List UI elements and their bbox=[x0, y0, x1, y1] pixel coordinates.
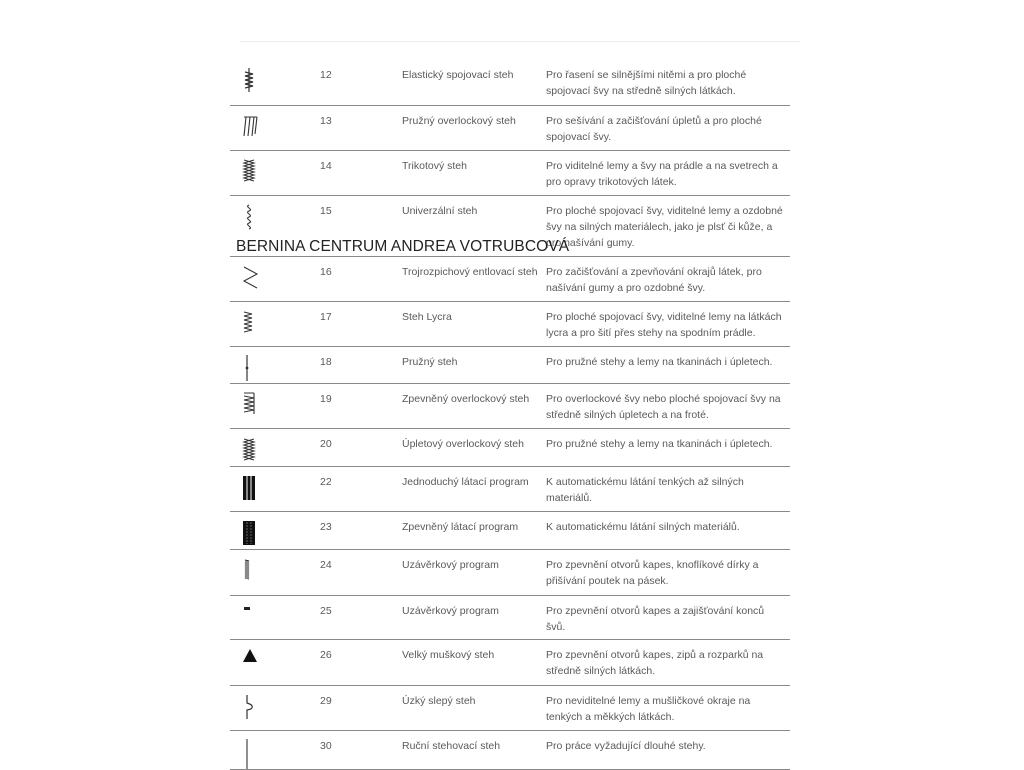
table-row bbox=[230, 301, 790, 346]
stitch-description: Pro sešívání a začišťování úpletů a pro ploché spojovací švy. bbox=[546, 105, 790, 150]
stretch-overlock-stitch-icon bbox=[230, 105, 320, 150]
stitch-description: Pro práce vyžadující dlouhé stehy. bbox=[546, 730, 790, 769]
reinforced-overlock-stitch-icon bbox=[230, 383, 320, 428]
stitch-description: Pro řasení se silnějšími nitěmi a pro ploché spojovací švy na středně silných látkách. bbox=[546, 60, 790, 105]
top-divider bbox=[240, 41, 800, 42]
stitch-name: Uzávěrkový program bbox=[402, 595, 546, 639]
table-row bbox=[230, 256, 790, 301]
stitch-description: Pro zpevnění otvorů kapes, zipů a rozparků na středně silných látkách. bbox=[546, 639, 790, 685]
stretch-stitch-icon bbox=[230, 346, 320, 383]
stitch-number: 18 bbox=[320, 346, 402, 383]
stitch-name: Trikotový steh bbox=[402, 150, 546, 195]
stitch-number: 12 bbox=[320, 60, 402, 105]
stitch-name: Elastický spojovací steh bbox=[402, 60, 546, 105]
stitch-number: 20 bbox=[320, 428, 402, 466]
stitch-name: Trojrozpichový entlovací steh bbox=[402, 256, 546, 301]
stitch-description: Pro zpevnění otvorů kapes a zajišťování konců švů. bbox=[546, 595, 790, 639]
table-row bbox=[230, 639, 790, 685]
stitch-number: 26 bbox=[320, 639, 402, 685]
stitch-description: Pro overlockové švy nebo ploché spojovací švy na středně silných úpletech a na froté. bbox=[546, 383, 790, 428]
stitch-description: K automatickému látání silných materiálů. bbox=[546, 511, 790, 549]
large-fly-stitch-icon bbox=[230, 639, 320, 685]
reinforced-darning-program-icon bbox=[230, 511, 320, 549]
stitch-description: Pro začišťování a zpevňování okrajů látek, pro našívání gumy a pro ozdobné švy. bbox=[546, 256, 790, 301]
stitch-number: 30 bbox=[320, 730, 402, 769]
stitch-number: 29 bbox=[320, 685, 402, 730]
table-row bbox=[230, 685, 790, 730]
table-row bbox=[230, 60, 790, 105]
stitch-number: 17 bbox=[320, 301, 402, 346]
hand-basting-stitch-icon bbox=[230, 730, 320, 769]
stitch-number: 25 bbox=[320, 595, 402, 639]
stitch-number: 23 bbox=[320, 511, 402, 549]
bartack-program-icon bbox=[230, 549, 320, 595]
stitch-description: Pro zpevnění otvorů kapes, knoflíkové dírky a přišívání poutek na pásek. bbox=[546, 549, 790, 595]
elastic-seam-stitch-icon bbox=[230, 60, 320, 105]
stitch-name: Úzký slepý steh bbox=[402, 685, 546, 730]
table-row bbox=[230, 730, 790, 769]
lycra-stitch-icon bbox=[230, 301, 320, 346]
stitch-description: Pro pružné stehy a lemy na tkaninách i úpletech. bbox=[546, 428, 790, 466]
stitch-number: 13 bbox=[320, 105, 402, 150]
short-bartack-program-icon bbox=[230, 595, 320, 639]
stitch-name: Ruční stehovací steh bbox=[402, 730, 546, 769]
stitch-name: Zpevněný overlockový steh bbox=[402, 383, 546, 428]
stitch-description: Pro pružné stehy a lemy na tkaninách i úpletech. bbox=[546, 346, 790, 383]
table-row bbox=[230, 466, 790, 511]
table-row bbox=[230, 549, 790, 595]
table-row bbox=[230, 428, 790, 466]
table-row bbox=[230, 595, 790, 639]
stitch-name: Úpletový overlockový steh bbox=[402, 428, 546, 466]
table-row bbox=[230, 383, 790, 428]
stitch-name: Zpevněný látací program bbox=[402, 511, 546, 549]
stitch-name: Pružný steh bbox=[402, 346, 546, 383]
stitch-name: Pružný overlockový steh bbox=[402, 105, 546, 150]
narrow-blind-stitch-icon bbox=[230, 685, 320, 730]
simple-darning-program-icon bbox=[230, 466, 320, 511]
stitch-description: Pro neviditelné lemy a mušličkové okraje na tenkých a měkkých látkách. bbox=[546, 685, 790, 730]
watermark-text: BERNINA CENTRUM ANDREA VOTRUBCOVÁ bbox=[236, 238, 570, 255]
stitch-name: Uzávěrkový program bbox=[402, 549, 546, 595]
stitch-number: 15 bbox=[320, 195, 402, 256]
knit-overlock-stitch-icon bbox=[230, 428, 320, 466]
stitch-number: 19 bbox=[320, 383, 402, 428]
table-row bbox=[230, 150, 790, 195]
stitch-description: Pro ploché spojovací švy, viditelné lemy a ozdobné švy na silných materiálech, jako je plsť či kůže, a pro našívání gumy. bbox=[546, 195, 790, 256]
tricot-stitch-icon bbox=[230, 150, 320, 195]
stitch-description: K automatickému látání tenkých až silných materiálů. bbox=[546, 466, 790, 511]
triple-zigzag-stitch-icon bbox=[230, 256, 320, 301]
stitch-name: Jednoduchý látací program bbox=[402, 466, 546, 511]
stitch-description: Pro viditelné lemy a švy na prádle a na svetrech a pro opravy trikotových látek. bbox=[546, 150, 790, 195]
table-row bbox=[230, 105, 790, 150]
stitch-number: 14 bbox=[320, 150, 402, 195]
stitch-table bbox=[230, 60, 790, 770]
stitch-number: 22 bbox=[320, 466, 402, 511]
stitch-number: 24 bbox=[320, 549, 402, 595]
stitch-name: Steh Lycra bbox=[402, 301, 546, 346]
stitch-number: 16 bbox=[320, 256, 402, 301]
table-row bbox=[230, 346, 790, 383]
stitch-name: Univerzální steh bbox=[402, 195, 546, 256]
stitch-name: Velký muškový steh bbox=[402, 639, 546, 685]
stitch-description: Pro ploché spojovací švy, viditelné lemy na látkách lycra a pro šití přes stehy na spodním prádle. bbox=[546, 301, 790, 346]
table-row bbox=[230, 511, 790, 549]
